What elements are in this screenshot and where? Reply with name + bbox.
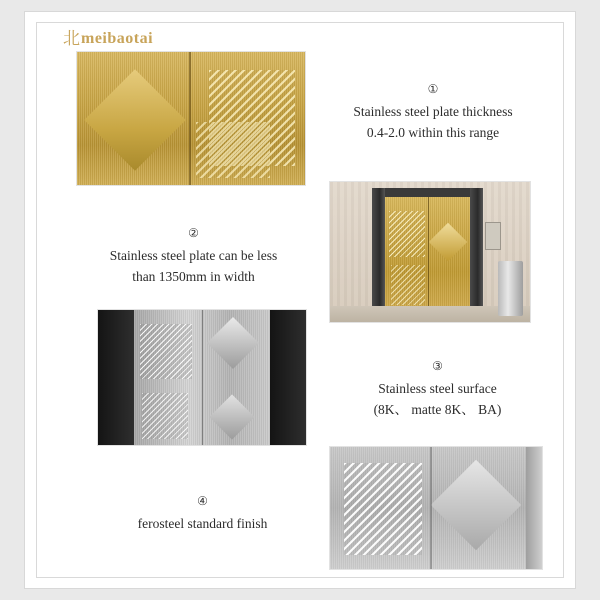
silver-plate (134, 310, 270, 445)
trash-bin (498, 261, 523, 316)
product-image-elevator-gold-doors (330, 182, 530, 322)
gold-panel-diamond-shape (84, 69, 185, 170)
gold-panel-seam (189, 52, 191, 185)
elevator-call-panel (485, 222, 501, 250)
closeup-seam (430, 447, 432, 569)
silver-plate-hatch-lower (142, 393, 188, 439)
product-image-gold-panel (77, 52, 305, 185)
door-seam (428, 197, 429, 322)
logo-mark-icon: 北 (63, 28, 78, 49)
feature-text-4-line1: ferosteel standard finish (137, 515, 268, 531)
feature-text-3-line2: (8K、 matte 8K、 BA) (373, 401, 502, 417)
product-image-silver-panel-dark-frame (98, 310, 306, 445)
silver-plate-hatch-upper (140, 324, 192, 379)
dark-frame-right (270, 310, 306, 445)
feature-caption-2 (71, 224, 316, 287)
closeup-diamond-shape (431, 460, 522, 551)
gold-panel-hatch-lines-lower (196, 122, 270, 178)
feature-number-4: ④ (197, 494, 208, 508)
feature-text-2-line1: Stainless steel plate can be less (109, 247, 278, 263)
closeup-edge-strip (526, 447, 542, 569)
dark-frame-left (98, 310, 134, 445)
brand-logo (63, 30, 153, 48)
silver-plate-seam (202, 310, 203, 445)
door-hatch-pattern-upper (389, 211, 425, 257)
product-image-silver-panel-closeup (330, 447, 542, 569)
door-diamond-shape (429, 223, 467, 261)
silver-plate-diamond-upper (207, 317, 259, 369)
elevator-lintel (372, 188, 483, 197)
feature-number-1: ① (427, 82, 439, 96)
elevator-doors (385, 197, 470, 322)
elevator-jamb-left (372, 188, 385, 322)
feature-text-1-line2: 0.4-2.0 within this range (366, 124, 500, 140)
catalog-page (25, 12, 575, 588)
feature-number-3: ③ (432, 359, 443, 373)
feature-number-2: ② (188, 226, 199, 240)
closeup-hatch-pattern (344, 463, 422, 555)
feature-caption-1 (317, 80, 549, 143)
feature-caption-4 (95, 492, 310, 535)
feature-text-2-line2: than 1350mm in width (132, 268, 255, 284)
brand-name: meibaotai (81, 30, 154, 47)
elevator-jamb-right (470, 188, 483, 322)
door-hatch-pattern-lower (391, 265, 425, 305)
feature-text-3-line1: Stainless steel surface (378, 380, 497, 396)
feature-text-1-line1: Stainless steel plate thickness (353, 103, 513, 119)
feature-caption-3 (325, 357, 550, 420)
silver-plate-diamond-lower (209, 394, 254, 439)
